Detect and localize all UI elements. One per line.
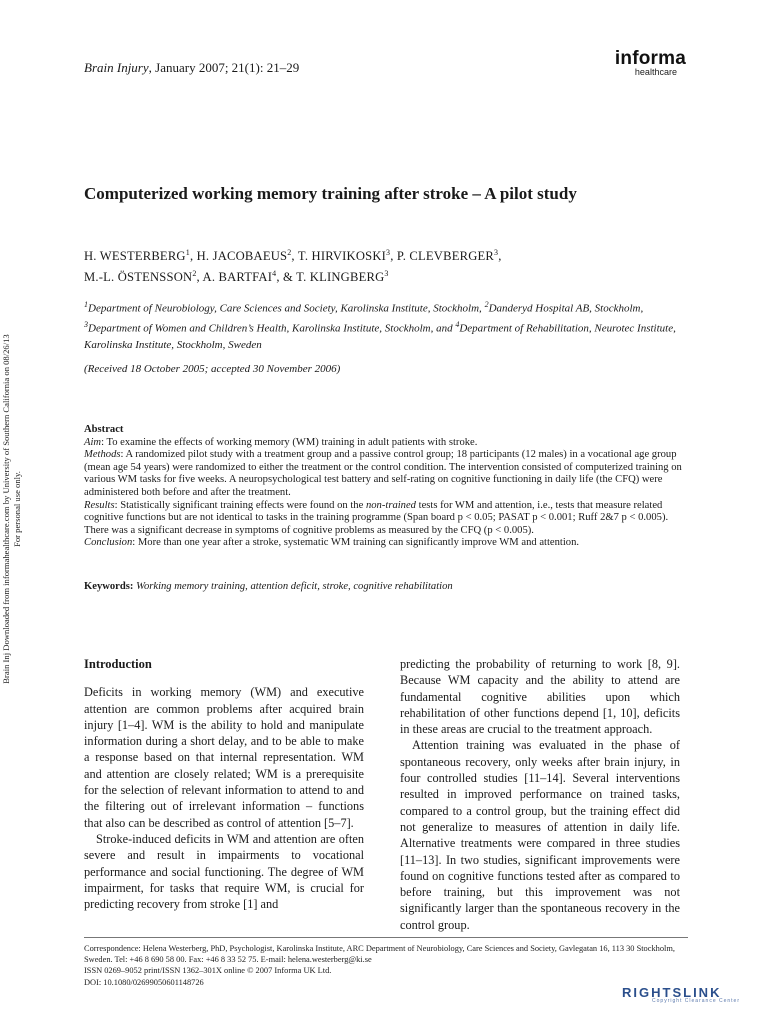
publisher-logo-name: informa — [614, 48, 686, 69]
abstract-label: Results — [84, 499, 115, 511]
abstract-label: Aim — [84, 436, 102, 448]
abstract-text: : A randomized pilot study with a treatment group and a passive control group; 18 participants (12 males) in a vocational age group (mean age 54 years) were randomized to either the treatment or the control condition. The intervention consisted of computerized training on various WM tasks for five weeks. A neuropsychological test battery and self-rating on cognitive functioning in daily life (the CFQ) were administered both before and after the treatment. — [84, 449, 682, 498]
author-name: P. CLEVBERGER — [396, 249, 494, 264]
author-name: T. HIRVIKOSKI — [297, 249, 387, 264]
journal-name: Brain Injury — [84, 60, 149, 75]
abstract-aim — [84, 437, 688, 450]
doi-note: DOI: 10.1080/02699050601148726 — [84, 977, 204, 987]
abstract-text: : Statistically significant training effects were found on the — [114, 499, 366, 511]
author-separator: , & — [276, 270, 297, 285]
author-separator: , — [291, 249, 298, 264]
keywords — [84, 581, 688, 592]
abstract-emphasis: non-trained — [365, 499, 416, 511]
affiliation-text: Department of Rehabilitation, Neurotec Institute, Karolinska Institute, Stockholm, Sweden — [84, 322, 676, 352]
body-column-left — [84, 656, 364, 912]
author-name: T. KLINGBERG — [296, 270, 385, 285]
author-affiliation-mark: 4 — [272, 269, 277, 279]
author-name: H. WESTERBERG — [84, 249, 186, 264]
publisher-logo-sub: healthcare — [634, 67, 677, 77]
abstract-text: : To examine the effects of working memory (WM) training in adult patients with stroke. — [101, 436, 478, 448]
abstract-label: Methods — [84, 449, 121, 461]
abstract-text: tests for WM and attention, i.e., tests that measure related cognitive functions but are not identical to tasks in the training programme (Span board p < 0.05; PASAT p < 0.001; Ruff 2&7 p < 0.005). There was a significant decrease in symptoms of cognitive problems as measured by the CFQ (p < 0.005). — [84, 499, 669, 536]
rightslink-logo-sub: Copyright Clearance Center — [652, 998, 740, 1004]
author-affiliation-mark: 2 — [192, 269, 197, 279]
affiliation-mark: 4 — [455, 320, 460, 330]
abstract-results — [84, 500, 688, 538]
affiliation-mark: 2 — [484, 300, 489, 309]
author-name: M.-L. ÖSTENSSON — [84, 270, 193, 285]
abstract-label: Conclusion — [84, 537, 133, 549]
author-separator: , — [189, 249, 197, 264]
author-separator: , — [196, 270, 203, 285]
affiliations — [84, 297, 684, 354]
download-notice-line: For personal use only. — [12, 471, 22, 547]
abstract-text: : More than one year after a stroke, systematic WM training can significantly improve WM and attention. — [132, 537, 580, 549]
body-paragraph: Stroke-induced deficits in WM and attention are often severe and result in impairments to vocational performance and social functioning. The degree of WM impairment, for tasks that require WM, is crucial for predicting recovery from stroke [1] and — [84, 831, 364, 912]
section-heading: Introduction — [84, 657, 152, 671]
abstract — [84, 424, 688, 550]
affiliation-text: Department of Women and Children’s Health, Karolinska Institute, Stockholm, and — [88, 322, 456, 335]
abstract-conclusion — [84, 537, 688, 550]
issn-note: ISSN 0269–9052 print/ISSN 1362–301X online © 2007 Informa UK Ltd. — [84, 966, 332, 976]
rightslink-logo-name: RIGHTSLINK — [622, 985, 722, 1000]
download-notice — [1, 324, 29, 694]
publisher-logo — [615, 48, 686, 77]
author-affiliation-mark: 2 — [287, 248, 292, 257]
abstract-methods — [84, 449, 688, 499]
author-affiliation-mark: 3 — [384, 269, 389, 279]
paper-title: Computerized working memory training after stroke – A pilot study — [84, 184, 577, 203]
journal-issue: , January 2007; 21(1): 21–29 — [148, 60, 300, 75]
affiliation-text: Danderyd Hospital AB, Stockholm, — [488, 302, 644, 315]
body-paragraph: Deficits in working memory (WM) and executive attention are common problems after acquired brain injury [1–4]. WM is the ability to hold and manipulate information during a short delay, and to be able to make a response based on that internal representation. WM and attention are closely related; WM is a prerequisite for the selection of relevant information to attend to and the filtering out of irrelevant information – functions that also can be described as control of attention [5–7]. — [84, 685, 364, 830]
abstract-heading: Abstract — [84, 424, 124, 435]
author-line — [84, 265, 684, 286]
received-dates: (Received 18 October 2005; accepted 30 November 2006) — [84, 363, 341, 375]
author-line — [84, 244, 684, 265]
keywords-text: Working memory training, attention deficit, stroke, cognitive rehabilitation — [136, 581, 453, 592]
body-paragraph: predicting the probability of returning to work [8, 9]. Because WM capacity and the ability to attend are fundamental cognitive abilities upon which rehabilitation of other functions depend [1, 10], deficits in these areas are crucial to the treatment approach. — [400, 657, 680, 737]
keywords-label: Keywords: — [84, 581, 134, 592]
body-paragraph: Attention training was evaluated in the phase of spontaneous recovery, only weeks after brain injury, in four controlled studies [11–14]. Several interventions resulted in improved performance on trained tasks, compared to a control group, but the training effect did not generalize to measures of attention in daily life. Alternative treatments were compared in three studies [11–13]. In two studies, significant improvements were found on cognitive functions tested after as compared to before training, but this improvement was not significantly larger than the spontaneous recovery in the control group. — [400, 738, 680, 932]
author-name: A. BARTFAI — [202, 270, 273, 285]
author-affiliation-mark: 1 — [185, 248, 190, 257]
correspondence-note: Correspondence: Helena Westerberg, PhD, Psychologist, Karolinska Institute, ARC Department of Neurobiology, Care Sciences and Society, Gavlegatan 16, 113 30 Stockholm, Sweden. Tel: +46 8 690 58 00. Fax: +46 8 33 52 75. E-mail: helena.westerberg@ki.se — [84, 944, 675, 965]
author-affiliation-mark: 3 — [494, 248, 499, 257]
author-list — [84, 244, 684, 286]
affiliation-mark: 3 — [84, 320, 88, 330]
affiliation-text: Department of Neurobiology, Care Sciences and Society, Karolinska Institute, Stockholm, — [88, 302, 485, 315]
author-separator: , — [390, 249, 397, 264]
author-name: H. JACOBAEUS — [196, 249, 288, 264]
journal-citation — [84, 60, 299, 76]
affiliation-mark: 1 — [84, 300, 88, 309]
download-notice-line: Brain Inj Downloaded from informahealthcare.com by University of Southern California on 08/26/13 — [1, 334, 11, 684]
footer-divider — [84, 937, 688, 938]
rightslink-logo — [622, 985, 740, 1004]
footer-notes — [84, 943, 688, 988]
author-separator: , — [498, 249, 502, 264]
body-column-right — [400, 656, 680, 933]
author-affiliation-mark: 3 — [386, 248, 391, 257]
